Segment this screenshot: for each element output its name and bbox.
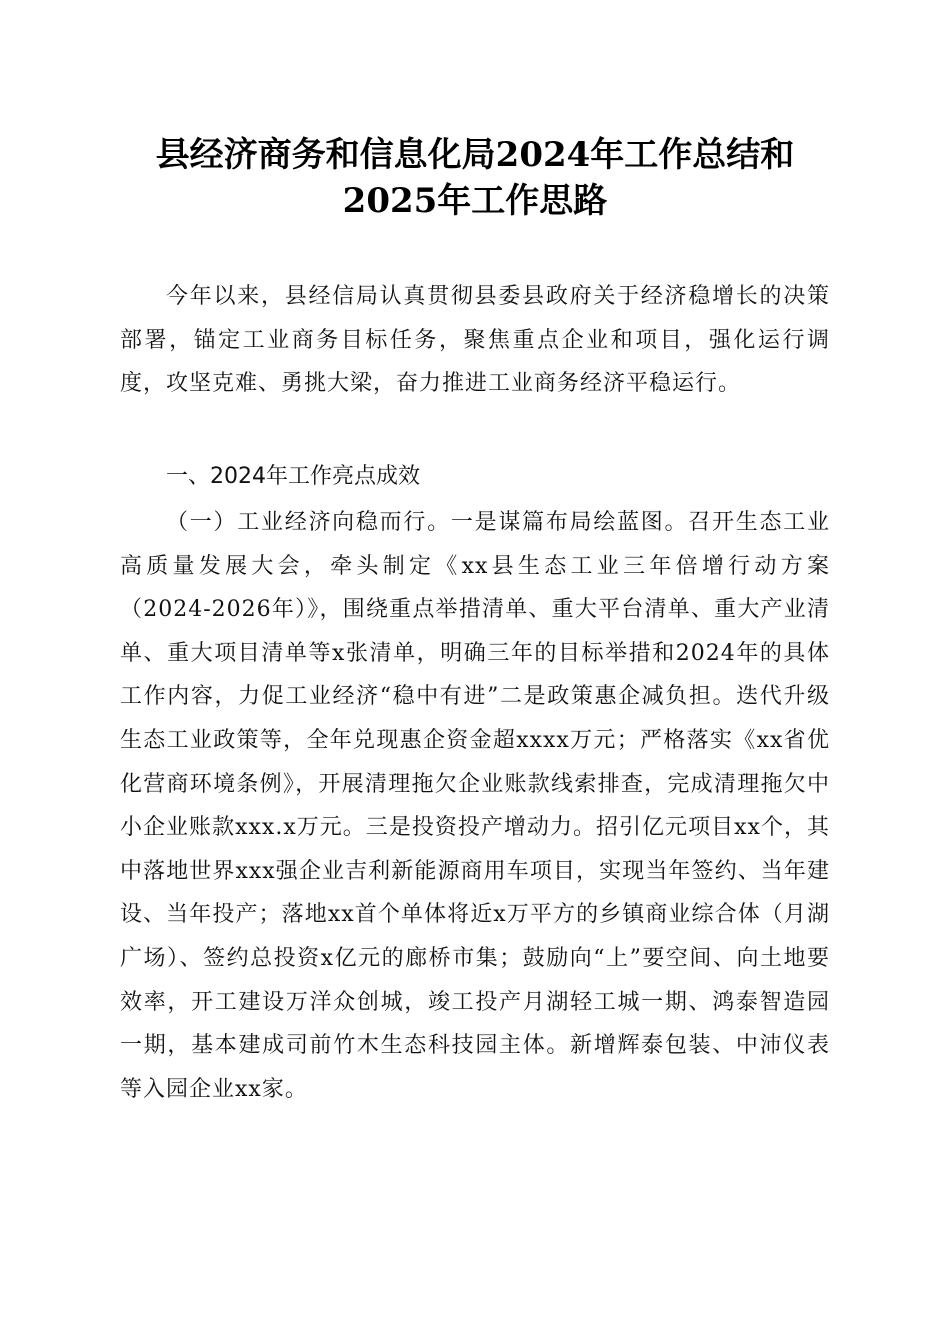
title-line-1: 县经济商务和信息化局2024年工作总结和 bbox=[155, 135, 795, 175]
title-line-2: 2025年工作思路 bbox=[342, 181, 608, 221]
intro-paragraph: 今年以来，县经信局认真贯彻县委县政府关于经济稳增长的决策部署，锚定工业商务目标任务，聚焦重点企业和项目，强化运行调度，攻坚克难、勇挑大梁，奋力推进工业商务经济平稳运行。 bbox=[120, 284, 830, 397]
section-heading-1: 一、2024年工作亮点成效 bbox=[166, 464, 420, 489]
document-title bbox=[0, 132, 950, 224]
section-1-paragraph-1: （一）工业经济向稳而行。一是谋篇布局绘蓝图。召开生态工业高质量发展大会，牵头制定《xx县生态工业三年倍增行动方案（2024-2026年）》，围绕重点举措清单、重大平台清单、重大产业清单、重大项目清单等x张清单，明确三年的目标举措和2024年的具体工作内容，力促工业经济“稳中有进”二是政策惠企减负担。迭代升级生态工业政策等，全年兑现惠企资金超xxxx万元；严格落实《xx省优化营商环境条例》，开展清理拖欠企业账款线索排查，完成清理拖欠中小企业账款xxx.x万元。三是投资投产增动力。招引亿元项目xx个，其中落地世界xxx强企业吉利新能源商用车项目，实现当年签约、当年建设、当年投产；落地xx首个单体将近x万平方的乡镇商业综合体（月湖广场）、签约总投资x亿元的廊桥市集；鼓励向“上”要空间、向土地要效率，开工建设万洋众创城，竣工投产月湖轻工城一期、鸿泰智造园一期，基本建成司前竹木生态科技园主体。新增辉泰包装、中沛仪表等入园企业xx家。 bbox=[120, 510, 830, 1102]
